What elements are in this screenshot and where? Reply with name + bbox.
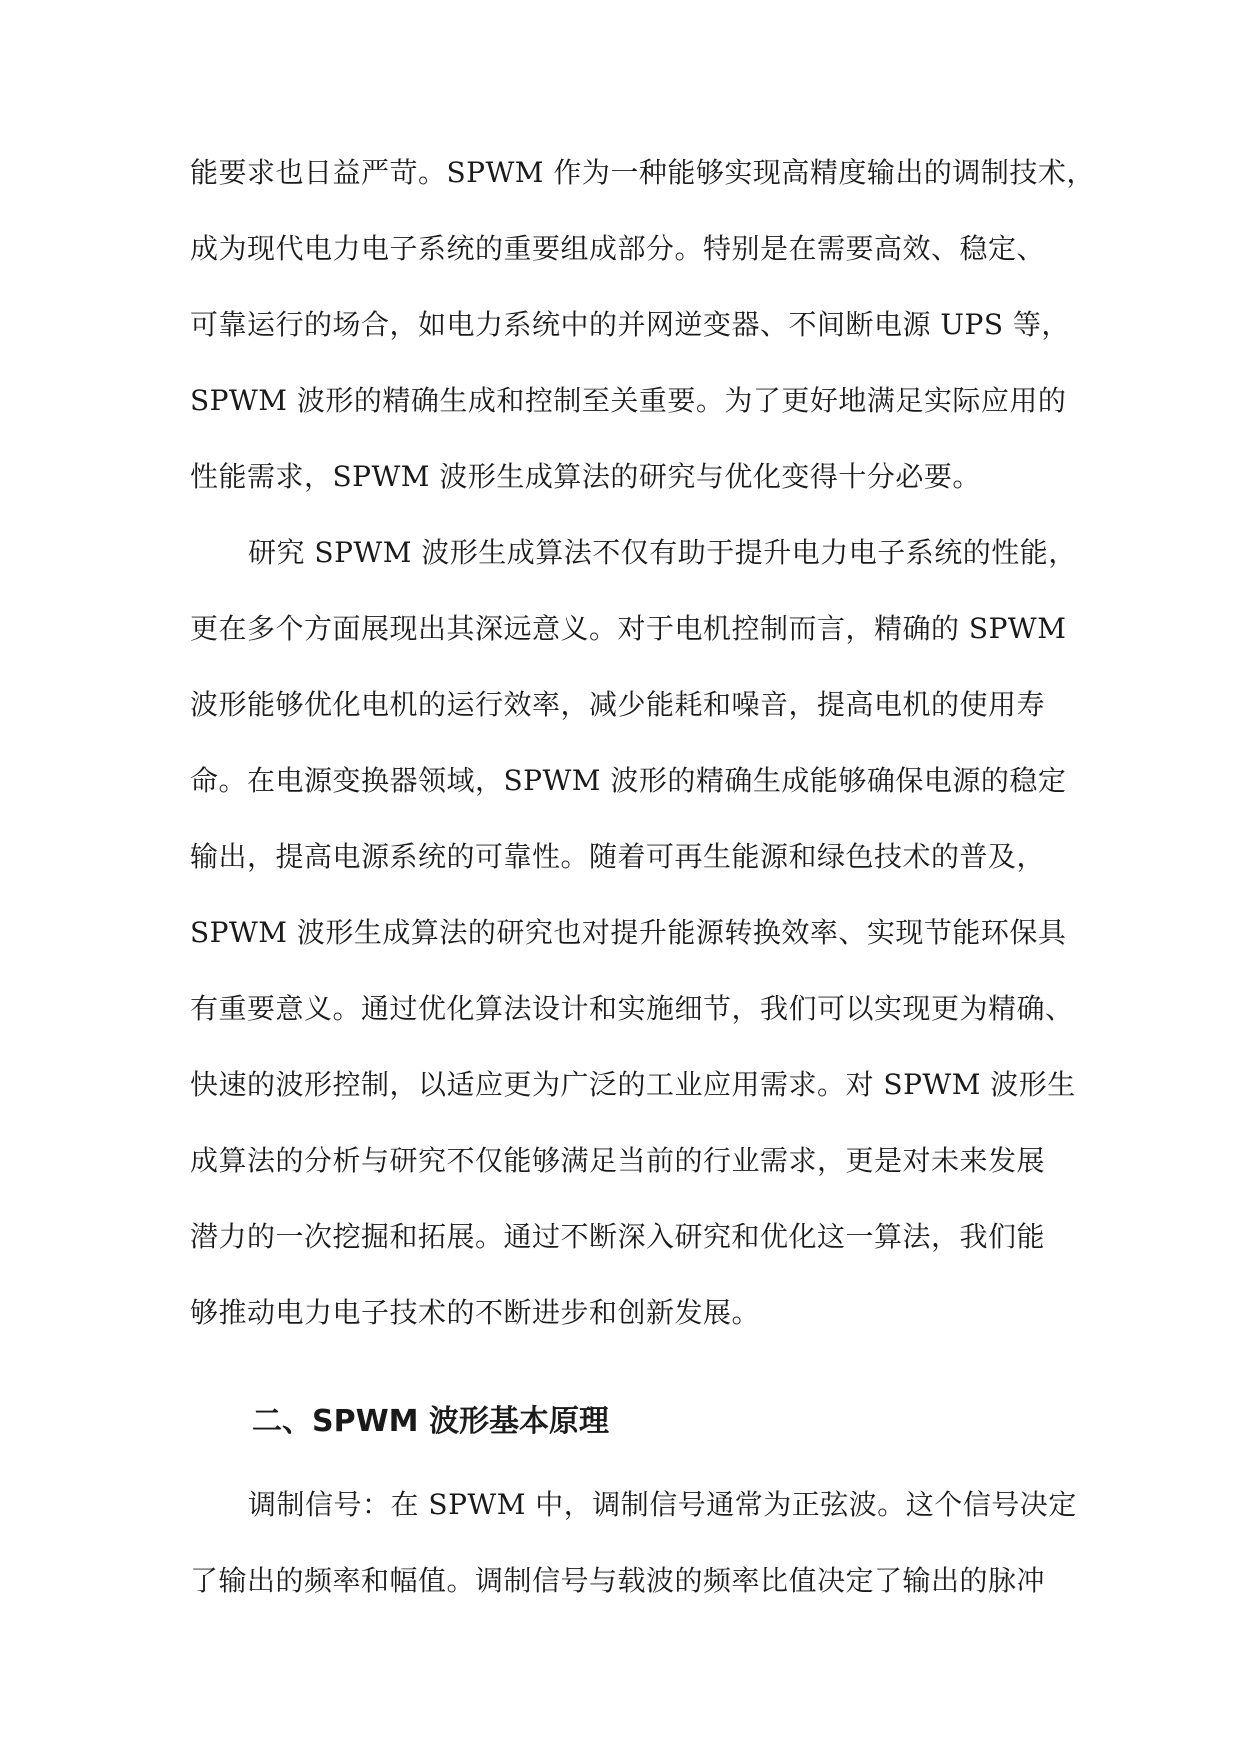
text-line: 成算法的分析与研究不仅能够满足当前的行业需求，更是对未来发展 xyxy=(190,1144,1046,1177)
text-line: 够推动电力电子技术的不断进步和创新发展。 xyxy=(190,1296,761,1329)
document-body xyxy=(190,135,1095,1619)
text-line: 有重要意义。通过优化算法设计和实施细节，我们可以实现更为精确、 xyxy=(190,992,1074,1025)
text-line: 能要求也日益严苛。SPWM 作为一种能够实现高精度输出的调制技术， xyxy=(190,156,1095,189)
text-line: 输出，提高电源系统的可靠性。随着可再生能源和绿色技术的普及， xyxy=(190,840,1046,873)
text-line: 波形能够优化电机的运行效率，减少能耗和噪音，提高电机的使用寿 xyxy=(190,688,1046,721)
text-line: SPWM 波形生成算法的研究也对提升能源转换效率、实现节能环保具 xyxy=(190,916,1067,949)
spacer xyxy=(190,1351,1060,1387)
text-line: 了输出的频率和幅值。调制信号与载波的频率比值决定了输出的脉冲 xyxy=(190,1564,1046,1597)
text-line: 研究 SPWM 波形生成算法不仅有助于提升电力电子系统的性能， xyxy=(248,536,1077,569)
text-line: 更在多个方面展现出其深远意义。对于电机控制而言，精确的 SPWM xyxy=(190,612,1067,645)
paragraph-background-continued xyxy=(190,135,1095,515)
spacer xyxy=(190,1457,1060,1467)
text-line: 潜力的一次挖掘和拓展。通过不断深入研究和优化这一算法，我们能 xyxy=(190,1220,1046,1253)
text-line: 调制信号：在 SPWM 中，调制信号通常为正弦波。这个信号决定 xyxy=(248,1488,1077,1521)
paragraph-modulation-signal xyxy=(190,1467,1077,1619)
text-line: 可靠运行的场合，如电力系统中的并网逆变器、不间断电源 UPS 等， xyxy=(190,308,1070,341)
text-line: 性能需求，SPWM 波形生成算法的研究与优化变得十分必要。 xyxy=(190,460,981,493)
text-line: 快速的波形控制，以适应更为广泛的工业应用需求。对 SPWM 波形生 xyxy=(190,1068,1076,1101)
paragraph-significance xyxy=(190,515,1077,1351)
text-line: 命。在电源变换器领域，SPWM 波形的精确生成能够确保电源的稳定 xyxy=(190,764,1067,797)
text-line: 成为现代电力电子系统的重要组成部分。特别是在需要高效、稳定、 xyxy=(190,232,1046,265)
text-line: SPWM 波形的精确生成和控制至关重要。为了更好地满足实际应用的 xyxy=(190,384,1067,417)
section-heading: 二、SPWM 波形基本原理 xyxy=(252,1404,609,1439)
